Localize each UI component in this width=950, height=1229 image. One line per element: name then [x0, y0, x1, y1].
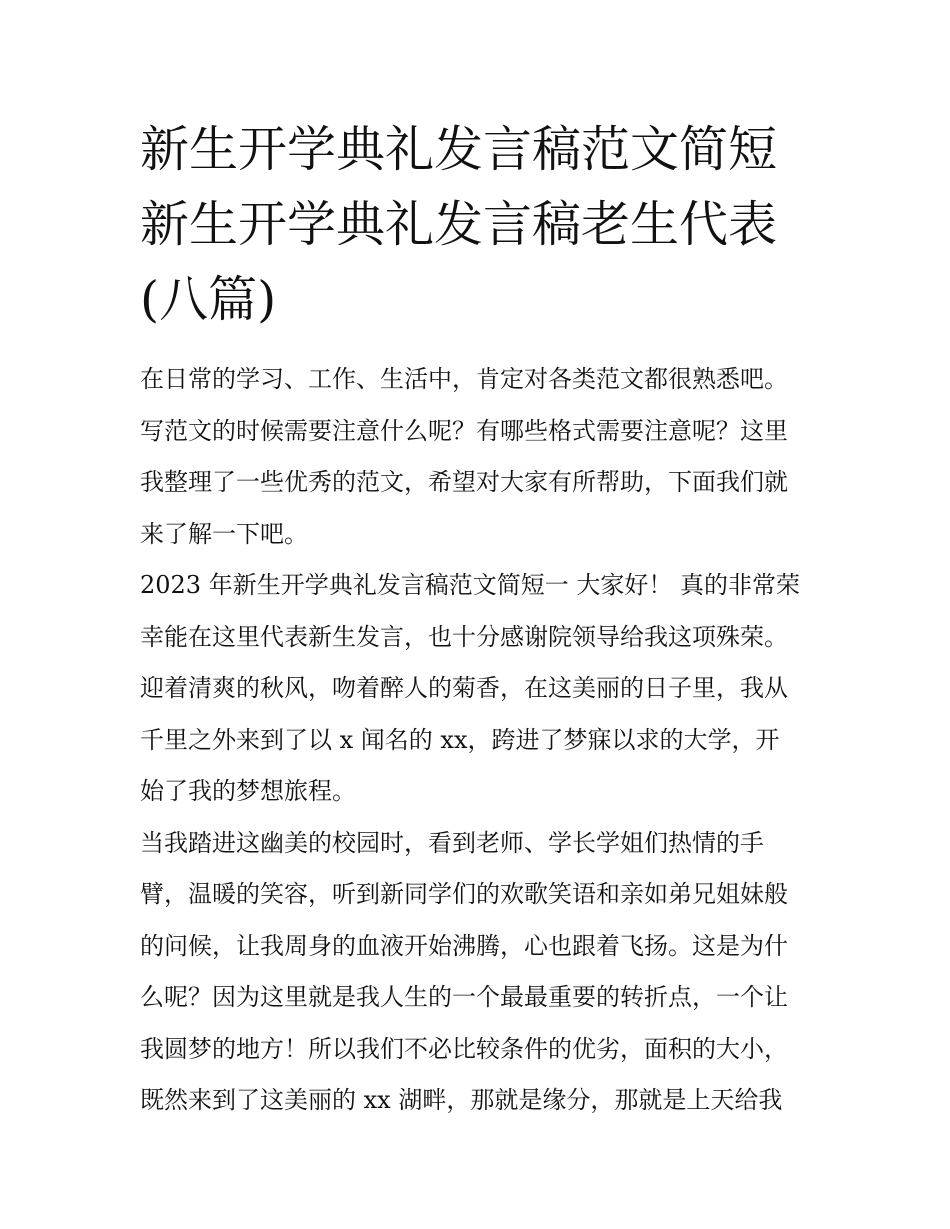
body-line: 千里之外来到了以 x 闻名的 xx，跨进了梦寐以求的大学，开 — [140, 725, 780, 754]
body-line: 在日常的学习、工作、生活中，肯定对各类范文都很熟悉吧。 — [140, 365, 788, 393]
body-line: 始了我的梦想旅程。 — [140, 777, 356, 805]
body-line: 既然来到了这美丽的 xx 湖畔，那就是缘分，那就是上天给我 — [140, 1086, 783, 1114]
body-line: 么呢？因为这里就是我人生的一个最最重要的转折点，一个让 — [140, 983, 788, 1011]
body-line: 我整理了一些优秀的范文，希望对大家有所帮助，下面我们就 — [140, 468, 788, 496]
body-line: 写范文的时候需要注意什么呢？有哪些格式需要注意呢？这里 — [140, 416, 788, 445]
title-line-2: 新生开学典礼发言稿老生代表 — [140, 196, 778, 253]
body-line: 幸能在这里代表新生发言，也十分感谢院领导给我这项殊荣。 — [140, 622, 788, 651]
title-line-3: (八篇) — [140, 271, 277, 328]
body-line: 的问候，让我周身的血液开始沸腾，心也跟着飞扬。这是为什 — [140, 931, 788, 960]
body-line: 2023 年新生开学典礼发言稿范文简短一 大家好！ 真的非常荣 — [140, 571, 800, 599]
body-line: 来了解一下吧。 — [140, 519, 308, 548]
body-line: 臂，温暖的笑容，听到新同学们的欢歌笑语和亲如弟兄姐妹般 — [140, 880, 788, 908]
document-title — [140, 112, 820, 337]
body-line: 我圆梦的地方！所以我们不必比较条件的优劣，面积的大小， — [140, 1034, 788, 1063]
title-line-1: 新生开学典礼发言稿范文简短 — [140, 121, 778, 178]
body-line: 当我踏进这幽美的校园时，看到老师、学长学姐们热情的手 — [140, 828, 764, 857]
body-line: 迎着清爽的秋风，吻着醉人的菊香，在这美丽的日子里，我从 — [140, 674, 788, 702]
document-body — [140, 354, 820, 1127]
